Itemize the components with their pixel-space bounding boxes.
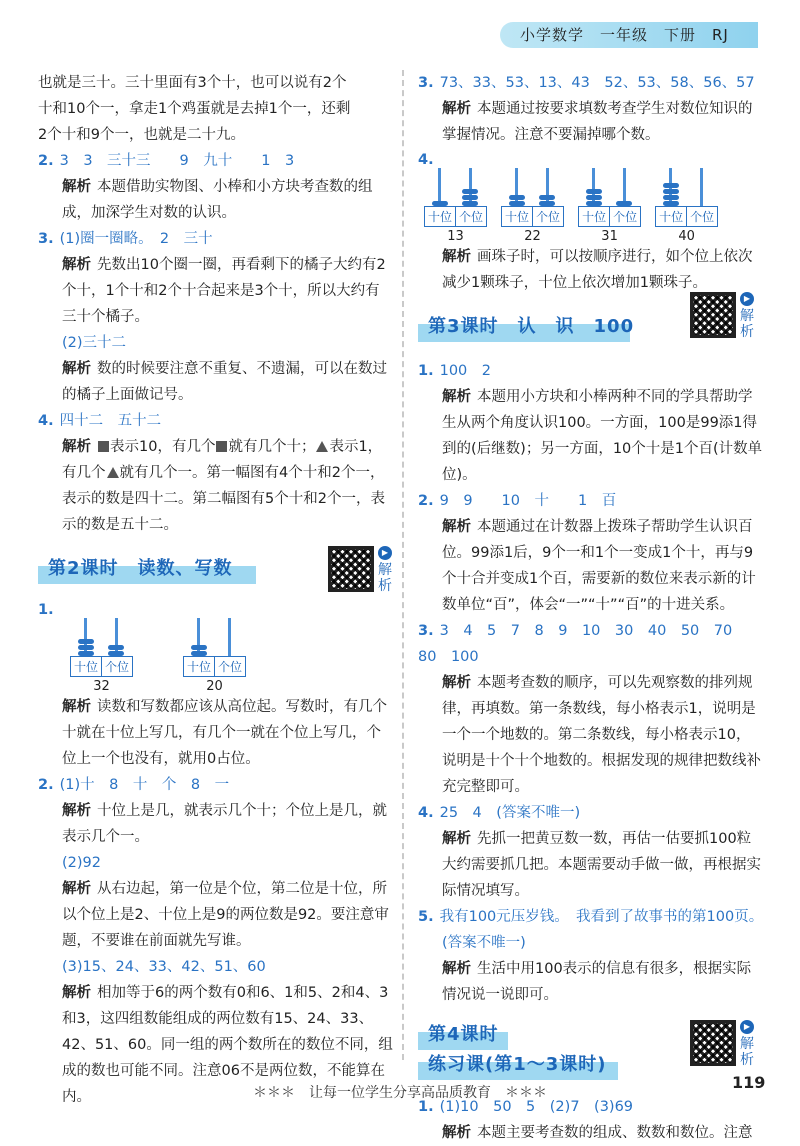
- abacus-bead: [539, 195, 555, 200]
- intro-line-1: 也就是三十。三十里面有3个十，也可以说有2个: [38, 75, 347, 91]
- abacus-base: [655, 206, 718, 227]
- lesson-4-title-2: 练习课(第1～3课时): [428, 1054, 607, 1075]
- abacus-label-tens: 十位: [184, 657, 215, 676]
- abacus-22: [501, 168, 564, 244]
- abacus-bead: [663, 189, 679, 194]
- qr-label: ▶ 解析: [740, 294, 754, 340]
- abacus-label-ones: 个位: [690, 210, 715, 224]
- square-icon: [98, 441, 109, 452]
- q4-answer: 4. 四十二 五十二: [38, 413, 162, 429]
- l4q1-answer: 1. (1)10 50 5 (2)7 (3)69: [418, 1099, 634, 1115]
- triangle-icon: [107, 467, 119, 478]
- footer-slogan: ＊＊＊ 让每一位学生分享高品质教育 ＊＊＊: [253, 1085, 547, 1101]
- l2q2-answer-3: (3)15、24、33、42、51、60: [62, 959, 266, 975]
- abacus-bead: [586, 189, 602, 194]
- lesson-4-title-1: 第4课时: [428, 1024, 499, 1045]
- triangle-icon: [316, 441, 328, 452]
- l4q1-explain: 解析 本题主要考查数的组成、数数和数位。注意: [442, 1125, 753, 1141]
- abacus-label-tens: 十位: [579, 207, 610, 226]
- l2q1-explain: 解析 读数和写数都应该从高位起。写数时，有几个十就在十位上写几，有几个一就在个位上写几，个位上一个也没有，就用0占位。: [62, 699, 387, 767]
- abacus-base: [70, 656, 133, 677]
- header-title: 小学数学 一年级 下册 RJ: [520, 26, 729, 44]
- qr-code-icon[interactable]: [690, 1020, 736, 1066]
- abacus-bead: [663, 183, 679, 188]
- column-divider: [402, 70, 404, 1060]
- abacus-label-tens: 十位: [71, 657, 102, 676]
- abacus-bead: [432, 201, 448, 206]
- abacus-label-ones: 个位: [459, 210, 484, 224]
- abacus-bead: [663, 195, 679, 200]
- qr-label: ▶ 解析: [378, 548, 392, 594]
- q3-explain-2: 解析 数的时候要注意不重复、不遗漏，可以在数过的橘子上面做记号。: [62, 361, 387, 403]
- lesson-2-title: 第2课时 读数、写数: [48, 558, 233, 579]
- abacus-value: 31: [601, 229, 618, 244]
- qr-code-icon[interactable]: [328, 546, 374, 592]
- abacus-rods: [70, 618, 133, 656]
- lesson-2-heading: [38, 548, 394, 594]
- r-q3-explain: 解析 本题通过按要求填数考查学生对数位知识的掌握情况。注意不要漏掉哪个数。: [442, 101, 753, 143]
- qr-label: ▶ 解析: [740, 1022, 754, 1068]
- abacus-bead: [586, 201, 602, 206]
- q3-explain-1: 解析 先数出10个圈一圈，再看剩下的橘子大约有2个十，1个十和2个十合起来是3个十，所以大约有三十个橘子。: [62, 257, 386, 325]
- abacus-bead: [78, 651, 94, 656]
- abacus-value: 13: [447, 229, 464, 244]
- abacus-base: [183, 656, 246, 677]
- abacus-value: 20: [206, 679, 223, 694]
- l3q3-explain: 解析 本题考查数的顺序，可以先观察数的排列规律，再填数。第一条数线，每小格表示1，说明是一个一个地数的。第二条数线，每小格表示10，说明是十个十个地数的。根据发现的规律把数线补充完整即可。: [442, 675, 761, 795]
- abacus-label-ones: 个位: [218, 660, 243, 674]
- qr-code-icon[interactable]: [690, 292, 736, 338]
- l3q1-answer: 1. 100 2: [418, 363, 492, 379]
- q3-answer-2: (2)三十二: [62, 335, 127, 351]
- l2q2-answer-1: 2. (1)十 8 十 个 8 一: [38, 777, 230, 793]
- l2q1-row: 1. 十位 个位 32 十位 个位 20: [38, 602, 394, 694]
- abacus-label-tens: 十位: [656, 207, 687, 226]
- lesson-3-title: 第3课时 认 识 100: [428, 316, 635, 337]
- l2q2-explain-2: 解析 从右边起，第一位是个位，第二位是十位，所以个位上是2、十位上是9的两位数是92。要注意审题，不要谁在前面就先写谁。: [62, 881, 389, 949]
- r-q4-explain: 解析 画珠子时，可以按顺序进行，如个位上依次减少1颗珠子，十位上依次增加1颗珠子。: [442, 249, 753, 291]
- abacus-bead: [191, 645, 207, 650]
- abacus-40: [655, 168, 718, 244]
- abacus-base: [578, 206, 641, 227]
- abacus-bead: [191, 651, 207, 656]
- abacus-label-tens: 十位: [502, 207, 533, 226]
- l3q5-note: (答案不唯一): [442, 935, 526, 951]
- q2-answer: 2. 3 3 三十三 9 九十 1 3: [38, 153, 295, 169]
- abacus-rods: [578, 168, 641, 206]
- play-icon: ▶: [740, 1020, 754, 1034]
- r-q4-abacus-group: [418, 168, 764, 244]
- l3q5-explain: 解析 生活中用100表示的信息有很多，根据实际情况说一说即可。: [442, 961, 752, 1003]
- abacus-bead: [586, 195, 602, 200]
- abacus-bead: [462, 195, 478, 200]
- play-icon: ▶: [378, 546, 392, 560]
- l2q2-explain-3: 解析 相加等于6的两个数有0和6、1和5、2和4、3和3，这四组数能组成的两位数有15、24、33、42、51、60。同一组的两个数所在的数位不同，组成的数也可能不同。注意06不是两位数，不能算在内。: [62, 985, 393, 1105]
- abacus-label-ones: 个位: [105, 660, 130, 674]
- abacus-bead: [539, 201, 555, 206]
- abacus-value: 32: [93, 679, 110, 694]
- abacus-rods: [655, 168, 718, 206]
- abacus-bead: [462, 201, 478, 206]
- abacus-20: [183, 618, 246, 694]
- abacus-label-ones: 个位: [613, 210, 638, 224]
- l2q1-abacus-group: [38, 618, 394, 694]
- q3-answer-1: 3. (1)圈一圈略。 2 三十: [38, 231, 213, 247]
- abacus-bead: [78, 639, 94, 644]
- abacus-bead: [462, 189, 478, 194]
- left-column: [38, 70, 394, 1110]
- l2q2-answer-2: (2)92: [62, 855, 101, 871]
- abacus-32: [70, 618, 133, 694]
- abacus-31: [578, 168, 641, 244]
- abacus-label-tens: 十位: [425, 207, 456, 226]
- l3q2-answer: 2. 9 9 10 十 1 百: [418, 493, 617, 509]
- intro-line-3: 2个十和9个一，也就是二十九。: [38, 127, 245, 143]
- l3q4-explain: 解析 先抓一把黄豆数一数，再估一估要抓100粒大约需要抓几把。本题需要动手做一做，再根据实际情况填写。: [442, 831, 761, 899]
- l2q2-explain-1: 解析 十位上是几，就表示几个十；个位上是几，就表示几个一。: [62, 803, 387, 845]
- abacus-bead: [108, 645, 124, 650]
- q4-explain: 解析 表示10，有几个 就有几个十； 表示1，有几个 就有几个一。第一幅图有4个十和2个一，表示的数是四十二。第二幅图有5个十和2个一，表示的数是五十二。: [62, 439, 385, 533]
- abacus-13: [424, 168, 487, 244]
- page-number: 119: [732, 1073, 766, 1092]
- abacus-bead: [108, 651, 124, 656]
- lesson-4-heading: [418, 1020, 764, 1086]
- abacus-base: [424, 206, 487, 227]
- l3q5-answer: 5. 我有100元压岁钱。 我看到了故事书的第100页。: [418, 909, 764, 925]
- abacus-rod-ones: [700, 168, 703, 206]
- square-icon: [216, 441, 227, 452]
- l3q3-answer: 3. 3 4 5 7 8 9 10 30 40 50 70 80 100: [418, 623, 747, 665]
- abacus-value: 22: [524, 229, 541, 244]
- intro-line-2: 十和10个一，拿走1个鸡蛋就是去掉1个一，还剩: [38, 101, 351, 117]
- abacus-rods: [183, 618, 246, 656]
- r-q4-row: 4. 十位 个位 13 十位 个位 22 十位 个位 31 十位 个位 40: [418, 152, 764, 244]
- abacus-bead: [616, 201, 632, 206]
- abacus-rod-ones: [228, 618, 231, 656]
- l3q2-explain: 解析 本题通过在计数器上拨珠子帮助学生认识百位。99添1后，9个一和1个一变成1个十，再与9个十合并变成1个百，需要新的数位来表示新的计数单位“百”，体会“一”“十”“百”的十进关系。: [442, 519, 756, 613]
- abacus-value: 40: [678, 229, 695, 244]
- abacus-bead: [663, 201, 679, 206]
- abacus-bead: [509, 195, 525, 200]
- q2-explain: 解析 本题借助实物图、小棒和小方块考查数的组成，加深学生对数的认识。: [62, 179, 373, 221]
- l3q1-explain: 解析 本题用小方块和小棒两种不同的学具帮助学生从两个角度认识100。一方面，100是99添1得到的(后继数)；另一方面，10个十是1个百(计数单位)。: [442, 389, 763, 483]
- abacus-bead: [509, 201, 525, 206]
- abacus-rods: [424, 168, 487, 206]
- r-q3-answer: 3. 73、33、53、13、43 52、53、58、56、57: [418, 75, 755, 91]
- abacus-label-ones: 个位: [536, 210, 561, 224]
- lesson-3-heading: [418, 294, 764, 350]
- abacus-bead: [78, 645, 94, 650]
- right-column: [418, 70, 764, 1146]
- abacus-base: [501, 206, 564, 227]
- abacus-rods: [501, 168, 564, 206]
- l3q4-answer: 4. 25 4 (答案不唯一): [418, 805, 581, 821]
- play-icon: ▶: [740, 292, 754, 306]
